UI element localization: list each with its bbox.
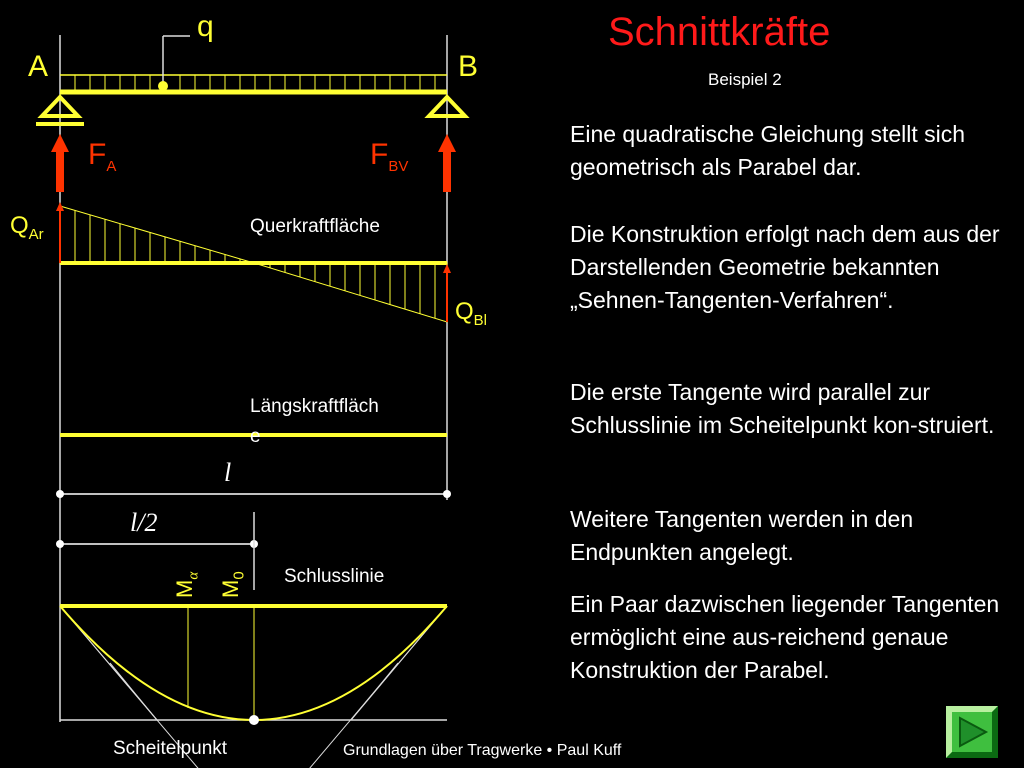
span-label: l [224, 458, 232, 487]
paragraph-3: Die erste Tangente wird parallel zur Schlusslinie im Scheitelpunkt kon-struiert. [570, 379, 995, 438]
paragraph-5: Ein Paar dazwischen liegender Tangenten ermöglicht eine aus-reichend genaue Konstruktion der Parabel. [570, 591, 1000, 683]
support-a-label: A [28, 50, 49, 83]
moment-alpha-label: $M_\alpha$ [172, 571, 202, 598]
force-b-label: $F_{BV}$ [370, 138, 409, 175]
footer: Grundlagen über Tragwerke • Paul Kuff [343, 742, 622, 759]
shear-left-label: $Q_{Ar}$ [10, 212, 44, 243]
play-next-icon [946, 706, 998, 758]
next-slide-button[interactable] [946, 706, 998, 758]
closing-line-label: Schlusslinie [284, 566, 385, 587]
paragraph-4: Weitere Tangenten werden in den Endpunkten angelegt. [570, 506, 914, 565]
page-title: Schnittkräfte [608, 10, 831, 54]
paragraph-1: Eine quadratische Gleichung stellt sich geometrisch als Parabel dar. [570, 121, 966, 180]
axial-area-label-line2: e [250, 426, 261, 447]
vertex-point [249, 715, 259, 725]
span-dimension [56, 490, 451, 498]
load-label: q [197, 10, 214, 43]
moment-zero-label: $M_0$ [218, 571, 248, 598]
force-a-label: $F_A$ [88, 138, 117, 175]
shear-area-label: Querkraftfläche [250, 216, 380, 237]
force-arrow-b [438, 134, 456, 192]
page-subtitle: Beispiel 2 [708, 70, 782, 89]
axial-area-label-line1: Längskraftfläch [250, 396, 379, 417]
vertex-label: Scheitelpunkt [113, 738, 228, 759]
paragraph-2: Die Konstruktion erfolgt nach dem aus der Darstellenden Geometrie bekannten „Sehnen-Tangenten-Verfahren“. [570, 221, 1000, 313]
half-span-dimension [56, 540, 258, 548]
half-span-label: l/2 [130, 508, 158, 537]
force-arrow-a [51, 134, 69, 192]
distributed-load [60, 36, 447, 92]
shear-right-label: $Q_{Bl}$ [455, 298, 488, 329]
support-b-label: B [458, 50, 479, 83]
